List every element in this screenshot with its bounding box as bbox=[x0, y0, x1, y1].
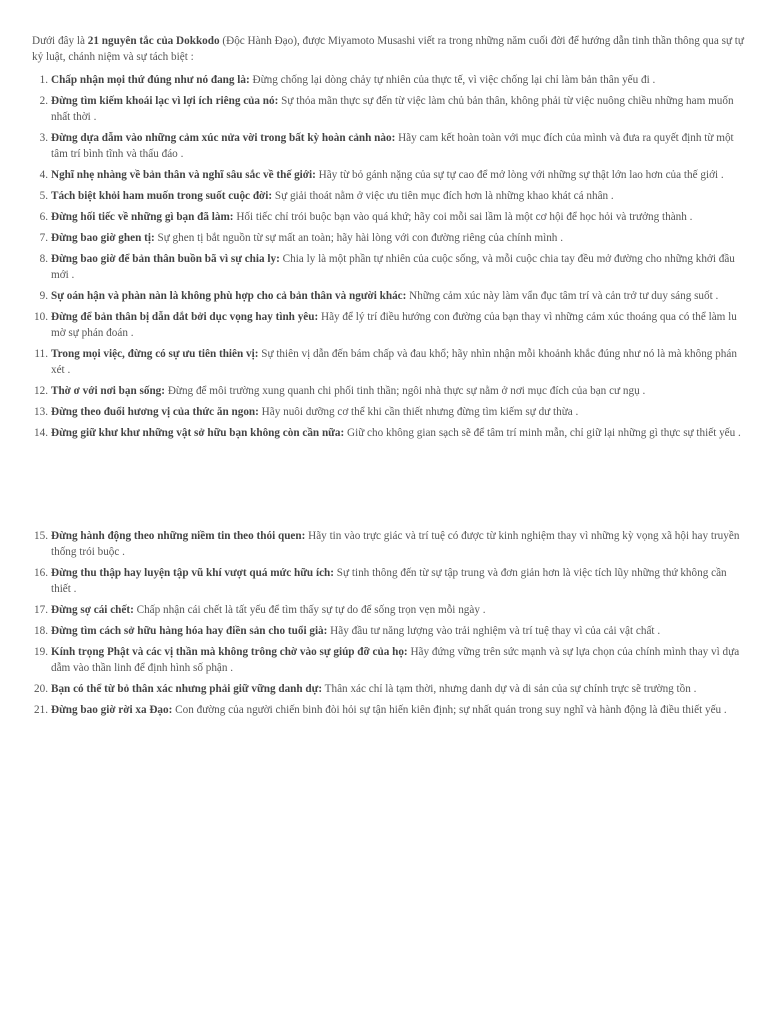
rule-number: 20. bbox=[34, 683, 48, 695]
rule-number: 12. bbox=[34, 385, 48, 397]
intro-text-before: Dưới đây là bbox=[32, 35, 88, 47]
rule-description: Thân xác chỉ là tạm thời, nhưng danh dự và di sản của sự chính trực sẽ trường tồn . bbox=[322, 683, 697, 695]
rule-item bbox=[32, 602, 744, 618]
rule-item bbox=[32, 230, 744, 246]
rule-number: 10. bbox=[34, 311, 48, 323]
rule-number: 2. bbox=[39, 95, 48, 107]
rule-number: 7. bbox=[39, 232, 48, 244]
rule-title: Đừng tìm kiếm khoái lạc vì lợi ích riêng của nó: bbox=[51, 95, 279, 107]
rule-description: Hãy nuôi dưỡng cơ thể khi cần thiết nhưng đừng tìm kiếm sự dư thừa . bbox=[258, 406, 579, 418]
rule-item bbox=[32, 209, 744, 225]
rule-number: 19. bbox=[34, 646, 48, 658]
rule-title: Thờ ơ với nơi bạn sống: bbox=[51, 385, 166, 397]
rule-title: Kính trọng Phật và các vị thần mà không trông chờ vào sự giúp đỡ của họ: bbox=[51, 646, 408, 658]
rule-item bbox=[32, 404, 744, 420]
rule-title: Tách biệt khỏi ham muốn trong suốt cuộc đời: bbox=[51, 190, 273, 202]
rule-description: Sự thiên vị dẫn đến bám chấp và đau khổ; hãy nhìn nhận mỗi khoảnh khắc đúng như nó là mà không phán xét . bbox=[51, 348, 737, 376]
rule-item bbox=[32, 167, 744, 183]
rule-number: 18. bbox=[34, 625, 48, 637]
rule-item bbox=[32, 309, 744, 341]
document-page bbox=[32, 33, 744, 723]
rule-description: Hãy tin vào trực giác và trí tuệ có được từ kinh nghiệm thay vì những kỳ vọng xã hội hay truyền thống trói buộc . bbox=[51, 530, 740, 558]
rule-description: Con đường của người chiến binh đòi hỏi sự tận hiến kiên định; sự nhất quán trong suy nghĩ và hành động là điều thiết yếu . bbox=[172, 704, 727, 716]
rule-title: Bạn có thể từ bỏ thân xác nhưng phải giữ vững danh dự: bbox=[51, 683, 323, 695]
rule-item bbox=[32, 623, 744, 639]
rule-number: 15. bbox=[34, 530, 48, 542]
rule-description: Sự thỏa mãn thực sự đến từ việc làm chủ bản thân, không phải từ việc nuông chiều những ham muốn nhất thời . bbox=[51, 95, 734, 123]
rule-item bbox=[32, 528, 744, 560]
rule-title: Đừng để bản thân bị dẫn dắt bởi dục vọng hay tình yêu: bbox=[51, 311, 319, 323]
rule-title: Đừng hối tiếc về những gì bạn đã làm: bbox=[51, 211, 234, 223]
rule-description: Chia ly là một phần tự nhiên của cuộc sống, và mỗi cuộc chia tay đều mở đường cho những khởi đầu mới . bbox=[51, 253, 735, 281]
rule-title: Đừng sợ cái chết: bbox=[51, 604, 134, 616]
rule-number: 14. bbox=[34, 427, 48, 439]
page-gap bbox=[32, 446, 744, 528]
rule-description: Đừng để môi trường xung quanh chi phối tinh thần; ngôi nhà thực sự nằm ở nơi mục đích của bạn cư ngụ . bbox=[165, 385, 646, 397]
intro-bold-term: 21 nguyên tắc của Dokkodo bbox=[87, 35, 220, 47]
rule-description: Hối tiếc chỉ trói buộc bạn vào quá khứ; hãy coi mỗi sai lầm là một cơ hội để học hỏi và trưởng thành . bbox=[233, 211, 693, 223]
rule-description: Hãy cam kết hoàn toàn với mục đích của mình và đưa ra quyết định từ một tâm trí bình tĩnh và thấu đáo . bbox=[51, 132, 734, 160]
rule-item bbox=[32, 93, 744, 125]
rule-number: 5. bbox=[39, 190, 48, 202]
rule-title: Đừng bao giờ ghen tị: bbox=[51, 232, 155, 244]
rule-number: 17. bbox=[34, 604, 48, 616]
rule-description: Giữ cho không gian sạch sẽ để tâm trí minh mẫn, chỉ giữ lại những gì thực sự thiết yếu . bbox=[344, 427, 741, 439]
rule-item bbox=[32, 130, 744, 162]
rule-item bbox=[32, 72, 744, 88]
rule-description: Hãy để lý trí điều hướng con đường của bạn thay vì những cảm xúc thoáng qua có thể làm lu mờ sự phán đoán . bbox=[51, 311, 737, 339]
rule-number: 9. bbox=[39, 290, 48, 302]
rule-number: 1. bbox=[39, 74, 48, 86]
rule-description: Sự ghen tị bắt nguồn từ sự mất an toàn; hãy hài lòng với con đường riêng của chính mình . bbox=[154, 232, 563, 244]
rule-description: Đừng chống lại dòng chảy tự nhiên của thực tế, vì việc chống lại chỉ làm bản thân yếu đi . bbox=[249, 74, 656, 86]
rule-description: Sự tinh thông đến từ sự tập trung và đơn giản hơn là việc tích lũy những thứ không cần thiết . bbox=[51, 567, 727, 595]
rule-number: 13. bbox=[34, 406, 48, 418]
rule-description: Hãy đầu tư năng lượng vào trải nghiệm và trí tuệ thay vì của cải vật chất . bbox=[327, 625, 661, 637]
rule-title: Đừng hành động theo những niềm tin theo thói quen: bbox=[51, 530, 306, 542]
intro-text-after: (Độc Hành Đạo), được Miyamoto Musashi viết ra trong những năm cuối đời để hướng dẫn tinh thần thông qua sự tự kỷ luật, chánh niệm và sự tách biệt : bbox=[32, 35, 744, 63]
rule-item bbox=[32, 425, 744, 441]
rule-description: Hãy từ bỏ gánh nặng của sự tự cao để mở lòng với những sự thật lớn lao hơn của thế giới . bbox=[315, 169, 724, 181]
rule-item bbox=[32, 188, 744, 204]
rule-title: Chấp nhận mọi thứ đúng như nó đang là: bbox=[51, 74, 250, 86]
rule-item bbox=[32, 251, 744, 283]
rule-number: 16. bbox=[34, 567, 48, 579]
rule-description: Hãy đứng vững trên sức mạnh và sự lựa chọn của chính mình thay vì dựa dẫm vào thần linh để định hình số phận . bbox=[51, 646, 740, 674]
rule-number: 21. bbox=[34, 704, 48, 716]
rule-item bbox=[32, 383, 744, 399]
rule-title: Đừng thu thập hay luyện tập vũ khí vượt quá mức hữu ích: bbox=[51, 567, 334, 579]
rule-item bbox=[32, 644, 744, 676]
intro-paragraph bbox=[32, 33, 744, 65]
rule-title: Đừng bao giờ rời xa Đạo: bbox=[51, 704, 173, 716]
rules-list-part-2 bbox=[32, 528, 744, 718]
rule-number: 8. bbox=[39, 253, 48, 265]
rule-item bbox=[32, 681, 744, 697]
rule-item bbox=[32, 702, 744, 718]
rule-title: Đừng theo đuổi hương vị của thức ăn ngon: bbox=[51, 406, 259, 418]
rule-title: Đừng bao giờ để bản thân buồn bã vì sự chia ly: bbox=[51, 253, 280, 265]
rule-item bbox=[32, 346, 744, 378]
rule-title: Đừng giữ khư khư những vật sở hữu bạn không còn cần nữa: bbox=[51, 427, 345, 439]
rule-title: Đừng dựa dẫm vào những cảm xúc nửa vời trong bất kỳ hoàn cảnh nào: bbox=[51, 132, 396, 144]
rule-number: 3. bbox=[39, 132, 48, 144]
rule-title: Trong mọi việc, đừng có sự ưu tiên thiên vị: bbox=[51, 348, 259, 360]
rule-description: Những cảm xúc này làm vẩn đục tâm trí và cản trở tư duy sáng suốt . bbox=[406, 290, 719, 302]
rule-description: Sự giải thoát nằm ở việc ưu tiên mục đích hơn là những khao khát cá nhân . bbox=[272, 190, 614, 202]
rules-list-part-1 bbox=[32, 72, 744, 441]
rule-number: 11. bbox=[34, 348, 48, 360]
rule-item bbox=[32, 565, 744, 597]
rule-title: Nghĩ nhẹ nhàng về bản thân và nghĩ sâu sắc về thế giới: bbox=[51, 169, 316, 181]
rule-description: Chấp nhận cái chết là tất yếu để tìm thấy sự tự do để sống trọn vẹn mỗi ngày . bbox=[133, 604, 486, 616]
rule-item bbox=[32, 288, 744, 304]
rule-number: 6. bbox=[39, 211, 48, 223]
rule-title: Sự oán hận và phàn nàn là không phù hợp cho cả bản thân và người khác: bbox=[51, 290, 407, 302]
rule-number: 4. bbox=[39, 169, 48, 181]
rule-title: Đừng tìm cách sở hữu hàng hóa hay điền sản cho tuổi già: bbox=[51, 625, 328, 637]
